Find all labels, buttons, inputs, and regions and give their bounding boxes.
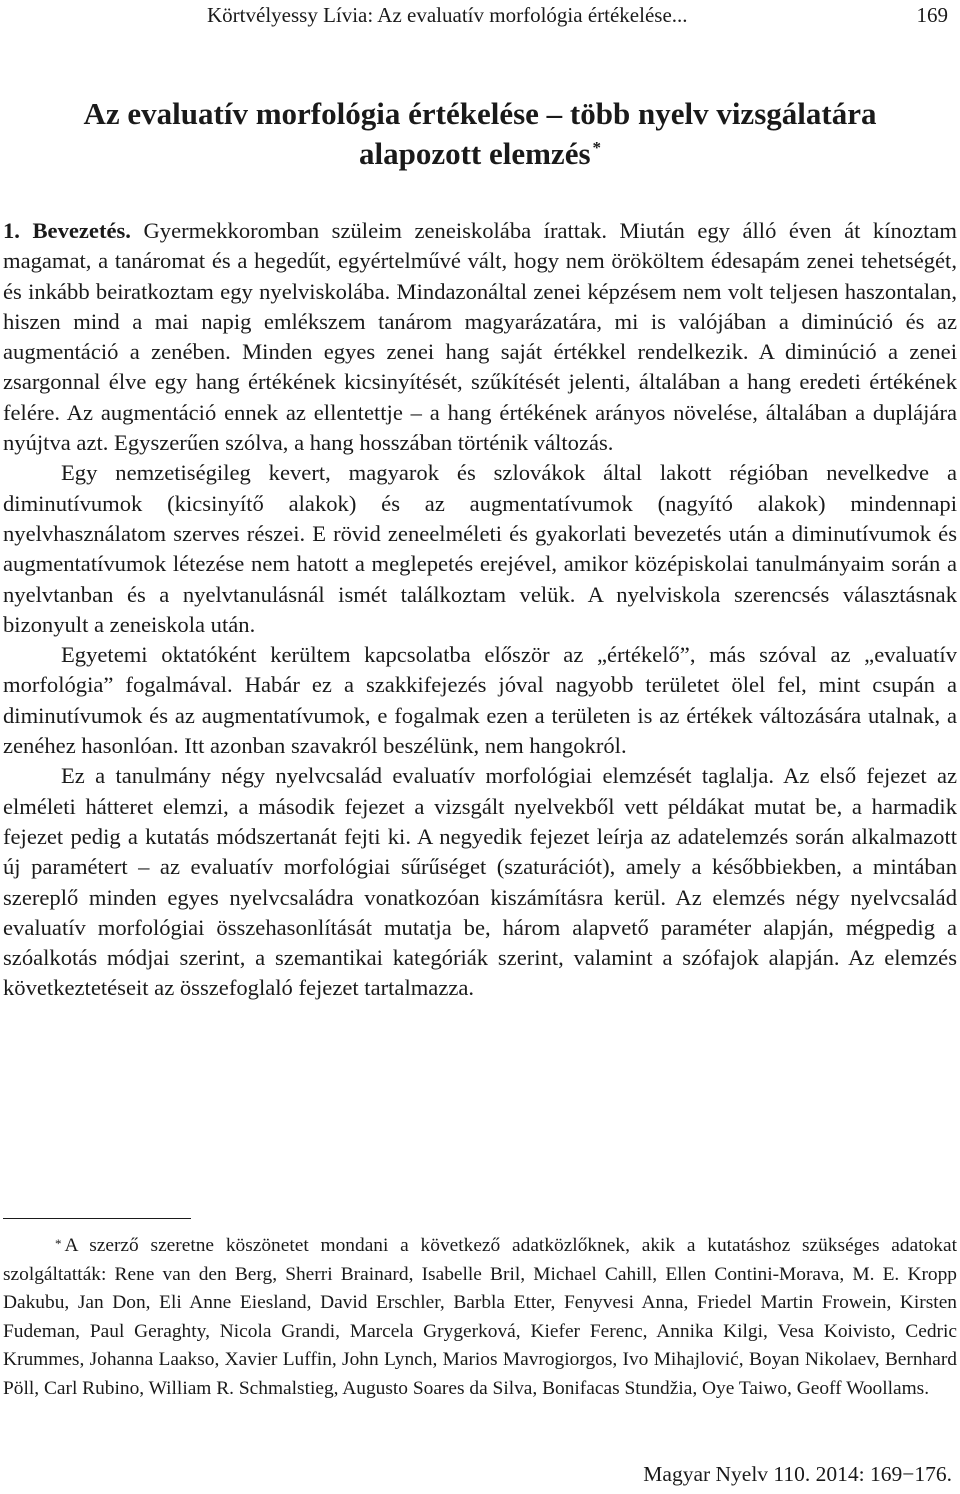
footnote-marker: * (55, 1236, 62, 1251)
paragraph: Egy nemzetiségileg kevert, magyarok és szlovákok által lakott régióban nevelkedve a diminutívumok (kicsinyítő alakok) és az augmentatívumok (nagyító alakok) mindennapi nyelvhasználatom szerves részei. E rövid zeneelméleti és gyakorlati bevezetés után a diminutívumok és augmentatívumok létezése nem hatott a meglepetés erejével, amikor középiskolai tanulmányaim során a nyelvtanban és a nyelvtanulásnál ismét találkoztam velük. A nyelviskola szerencsés választásnak bizonyult a zeneiskola után. (3, 460, 957, 637)
journal-citation: Magyar Nyelv 110. 2014: 169−176. (643, 1462, 952, 1486)
paragraph: Egyetemi oktatóként kerültem kapcsolatba először az „értékelő”, más szóval az „evaluatív morfológia” fogalmával. Habár ez a szakkifejezés jóval nagyobb területet ölel fel, mint csupán a diminutívumok és az augmentatívumok, e fogalmak ezen a területen is az értékek változására utalnak, a zenéhez hasonlóan. Itt azonban szavakról beszélünk, nem hangokról. (3, 642, 957, 759)
article-title (40, 94, 920, 174)
section-heading-inline: 1. Bevezetés. (3, 218, 131, 243)
paragraph-text: Gyermekkoromban szüleim zeneiskolába írattak. Miután egy álló éven át kínoztam magamat, a tanáromat és a hegedűt, egyértelművé vált, hogy nem örököltem édesapám zenei tehetségét, és inkább beiratkoztam egy nyelviskolába. Mindazonáltal zenei képzésem nem volt teljesen haszontalan, hiszen mind a mai napig emlékszem tanárom magyarázatára, mi is valójában a diminúció és az augmentáció a zenében. Minden egyes zenei hang saját értékkel rendelkezik. A diminúció a zenei zsargonnal élve egy hang értékének kicsinyítését, szűkítését jelenti, általában a hang eredeti értékének felére. Az augmentáció ennek az ellentettje – a hang értékének arányos növelése, általában a duplájára nyújtva azt. Egyszerűen szólva, a hang hosszában történik változás. (3, 218, 957, 456)
paragraph: Ez a tanulmány négy nyelvcsalád evaluatív morfológiai elemzését taglalja. Az első fejezet az elméleti hátteret elemzi, a második fejezet a vizsgált nyelvekből vett példákat mutat be, a harmadik fejezet pedig a kutatás módszertanát fejti ki. A negyedik fejezet leírja az adatelemzés során alkalmazott új paramétert – az evaluatív morfológiai sűrűséget (szaturációt), amely a későbbiekben, a mintában szereplő minden egyes nyelvcsaládra vonatkozóan kiszámításra kerül. Az elemzés négy nyelvcsalád evaluatív morfológiai összehasonlítását mutatja be, három alapvető paraméter alapján, mégpedig a szóalkotás módjai szerint, a szemantikai kategóriák szerint, valamint a szófajok alapján. Az elemzés következtetéseit az összefoglaló fejezet tartalmazza. (3, 763, 957, 1001)
footnote-separator (3, 1218, 191, 1219)
paragraph-introduction (3, 216, 957, 458)
article-title-text: Az evaluatív morfológia értékelése – több nyelv vizsgálatára alapozott elemzés (83, 96, 877, 171)
running-title: Körtvélyessy Lívia: Az evaluatív morfológia értékelése... (207, 3, 688, 27)
page-number: 169 (916, 3, 948, 27)
footnote-text: A szerző szeretne köszönetet mondani a következő adatközlőknek, akik a kutatáshoz szükséges adatokat szolgáltatták: Rene van den Berg, Sherri Brainard, Isabelle Bril, Michael Cahill, Ellen Contini-Morava, M. E. Kropp Dakubu, Jan Don, Eli Anne Eiesland, David Erschler, Barbla Etter, Fenyvesi Anna, Friedel Martin Frowein, Kirsten Fudeman, Paul Geraghty, Nicola Grandi, Marcela Grygerková, Kiefer Ferenc, Annika Kilgi, Vesa Koivisto, Cedric Krummes, Johanna Laakso, Xavier Luffin, John Lynch, Marios Mavrogiorgos, Ivo Mihajlović, Boyan Nikolaev, Bernhard Pöll, Carl Rubino, William R. Schmalstieg, Augusto Soares da Silva, Bonifacas Stundžia, Oye Taiwo, Geoff Woollams. (3, 1235, 957, 1399)
footnote (3, 1232, 957, 1404)
article-body (3, 216, 957, 1004)
title-footnote-marker: * (592, 138, 602, 157)
